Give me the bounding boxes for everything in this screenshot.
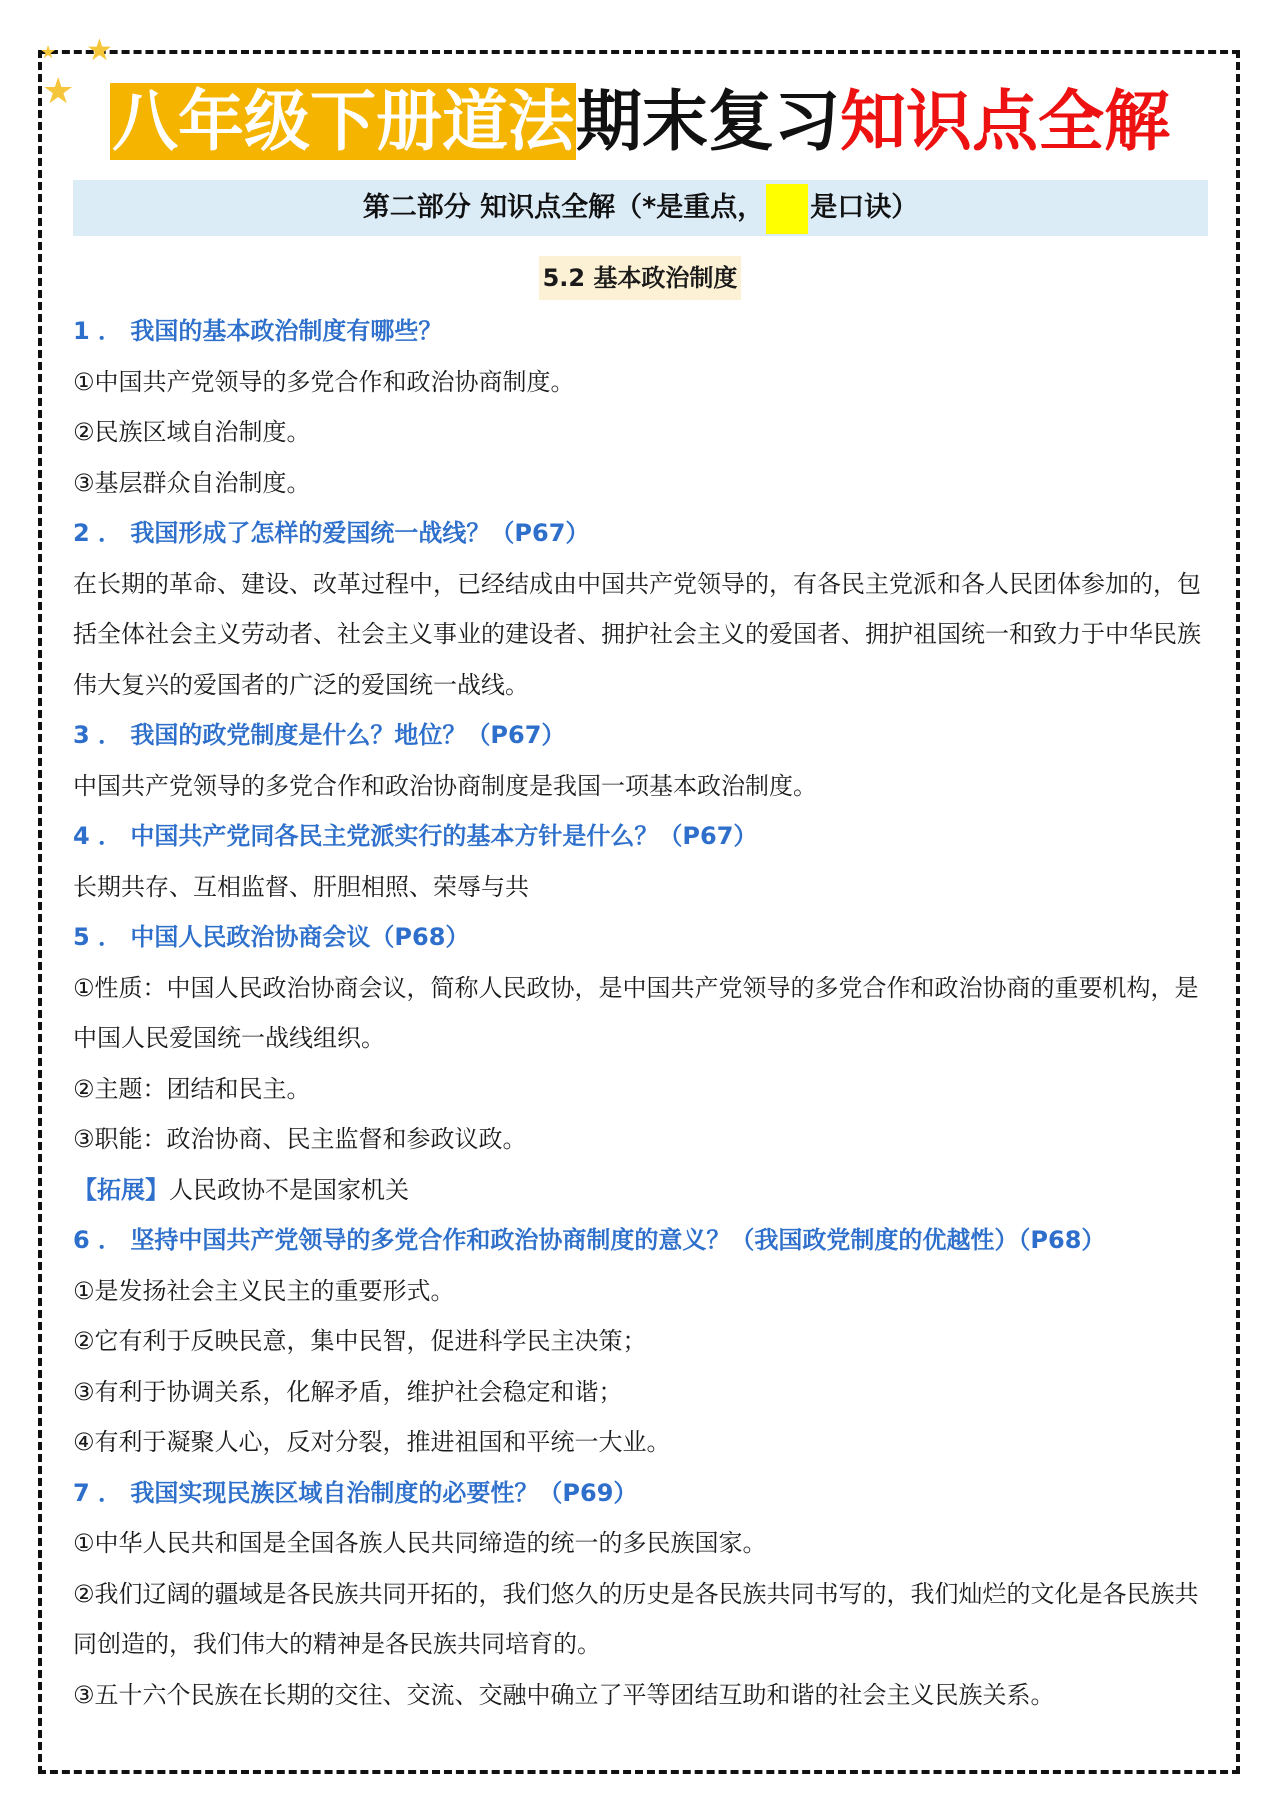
section-heading xyxy=(0,256,1280,300)
yellow-highlight-swatch xyxy=(766,184,808,234)
answer-paragraph: ①性质：中国人民政治协商会议，简称人民政协，是中国共产党领导的多党合作和政治协商的重要机构，是中国人民爱国统一战线组织。 xyxy=(73,973,1199,1052)
question-heading: 5 ． 中国人民政治协商会议（P68） xyxy=(73,923,470,951)
question-heading: 2 ． 我国形成了怎样的爱国统一战线？（P67） xyxy=(73,519,590,547)
star-icon: ★ xyxy=(42,71,75,112)
page-title xyxy=(0,72,1280,172)
answer-line: ①中华人民共和国是全国各族人民共同缔造的统一的多民族国家。 xyxy=(73,1529,767,1557)
answer-line: ③基层群众自治制度。 xyxy=(73,468,311,497)
extension-label: 【拓展】 xyxy=(73,1175,169,1204)
title-red: 知识点全解 xyxy=(840,83,1170,160)
question-heading: 7 ． 我国实现民族区域自治制度的必要性？（P69） xyxy=(73,1478,638,1507)
answer-paragraph: ②我们辽阔的疆域是各民族共同开拓的，我们悠久的历史是各民族共同书写的，我们灿烂的文化是各民族共同创造的，我们伟大的精神是各民族共同培育的。 xyxy=(73,1579,1199,1658)
content-body xyxy=(73,306,1213,1720)
answer-line: ①中国共产党领导的多党合作和政治协商制度。 xyxy=(73,367,575,396)
answer-line: ②主题：团结和民主。 xyxy=(73,1074,311,1103)
banner-suffix: 是口诀） xyxy=(810,192,919,223)
answer-line: ②民族区域自治制度。 xyxy=(73,418,311,446)
answer-line: ③有利于协调关系，化解矛盾，维护社会稳定和谐； xyxy=(73,1377,623,1406)
answer-line: ③职能：政治协商、民主监督和参政议政。 xyxy=(73,1125,527,1153)
section-title: 5.2 基本政治制度 xyxy=(539,256,742,300)
extension-text: 人民政协不是国家机关 xyxy=(169,1175,409,1204)
question-heading: 6 ． 坚持中国共产党领导的多党合作和政治协商制度的意义？（我国政党制度的优越性）（P68） xyxy=(73,1226,1106,1254)
question-heading: 4 ． 中国共产党同各民主党派实行的基本方针是什么？（P67） xyxy=(73,822,758,850)
answer-line: ①是发扬社会主义民主的重要形式。 xyxy=(73,1276,455,1305)
answer-line: ③五十六个民族在长期的交往、交流、交融中确立了平等团结互助和谐的社会主义民族关系。 xyxy=(73,1680,1055,1709)
question-heading: 3 ． 我国的政党制度是什么？地位？（P67） xyxy=(73,721,566,749)
banner-prefix: 第二部分 知识点全解（*是重点， xyxy=(362,192,765,223)
star-icon: ★ xyxy=(86,33,113,68)
answer-paragraph: 在长期的革命、建设、改革过程中，已经结成由中国共产党领导的，有各民主党派和各人民团体参加的，包括全体社会主义劳动者、社会主义事业的建设者、拥护社会主义的爱国者、拥护祖国统一和致力于中华民族伟大复兴的爱国者的广泛的爱国统一战线。 xyxy=(73,569,1201,699)
extension-note xyxy=(73,1165,1213,1216)
question-heading: 1 ． 我国的基本政治制度有哪些？ xyxy=(73,317,443,345)
title-highlight: 八年级下册道法 xyxy=(112,83,574,160)
answer-line: ②它有利于反映民意，集中民智，促进科学民主决策； xyxy=(73,1327,647,1355)
answer-line: ④有利于凝聚人心，反对分裂，推进祖国和平统一大业。 xyxy=(73,1428,671,1456)
answer-line: 中国共产党领导的多党合作和政治协商制度是我国一项基本政治制度。 xyxy=(73,771,817,800)
title-middle: 期末复习 xyxy=(576,83,840,160)
part-banner xyxy=(73,180,1208,236)
answer-line: 长期共存、互相监督、肝胆相照、荣辱与共 xyxy=(73,872,529,901)
star-icon: ★ xyxy=(40,42,57,63)
